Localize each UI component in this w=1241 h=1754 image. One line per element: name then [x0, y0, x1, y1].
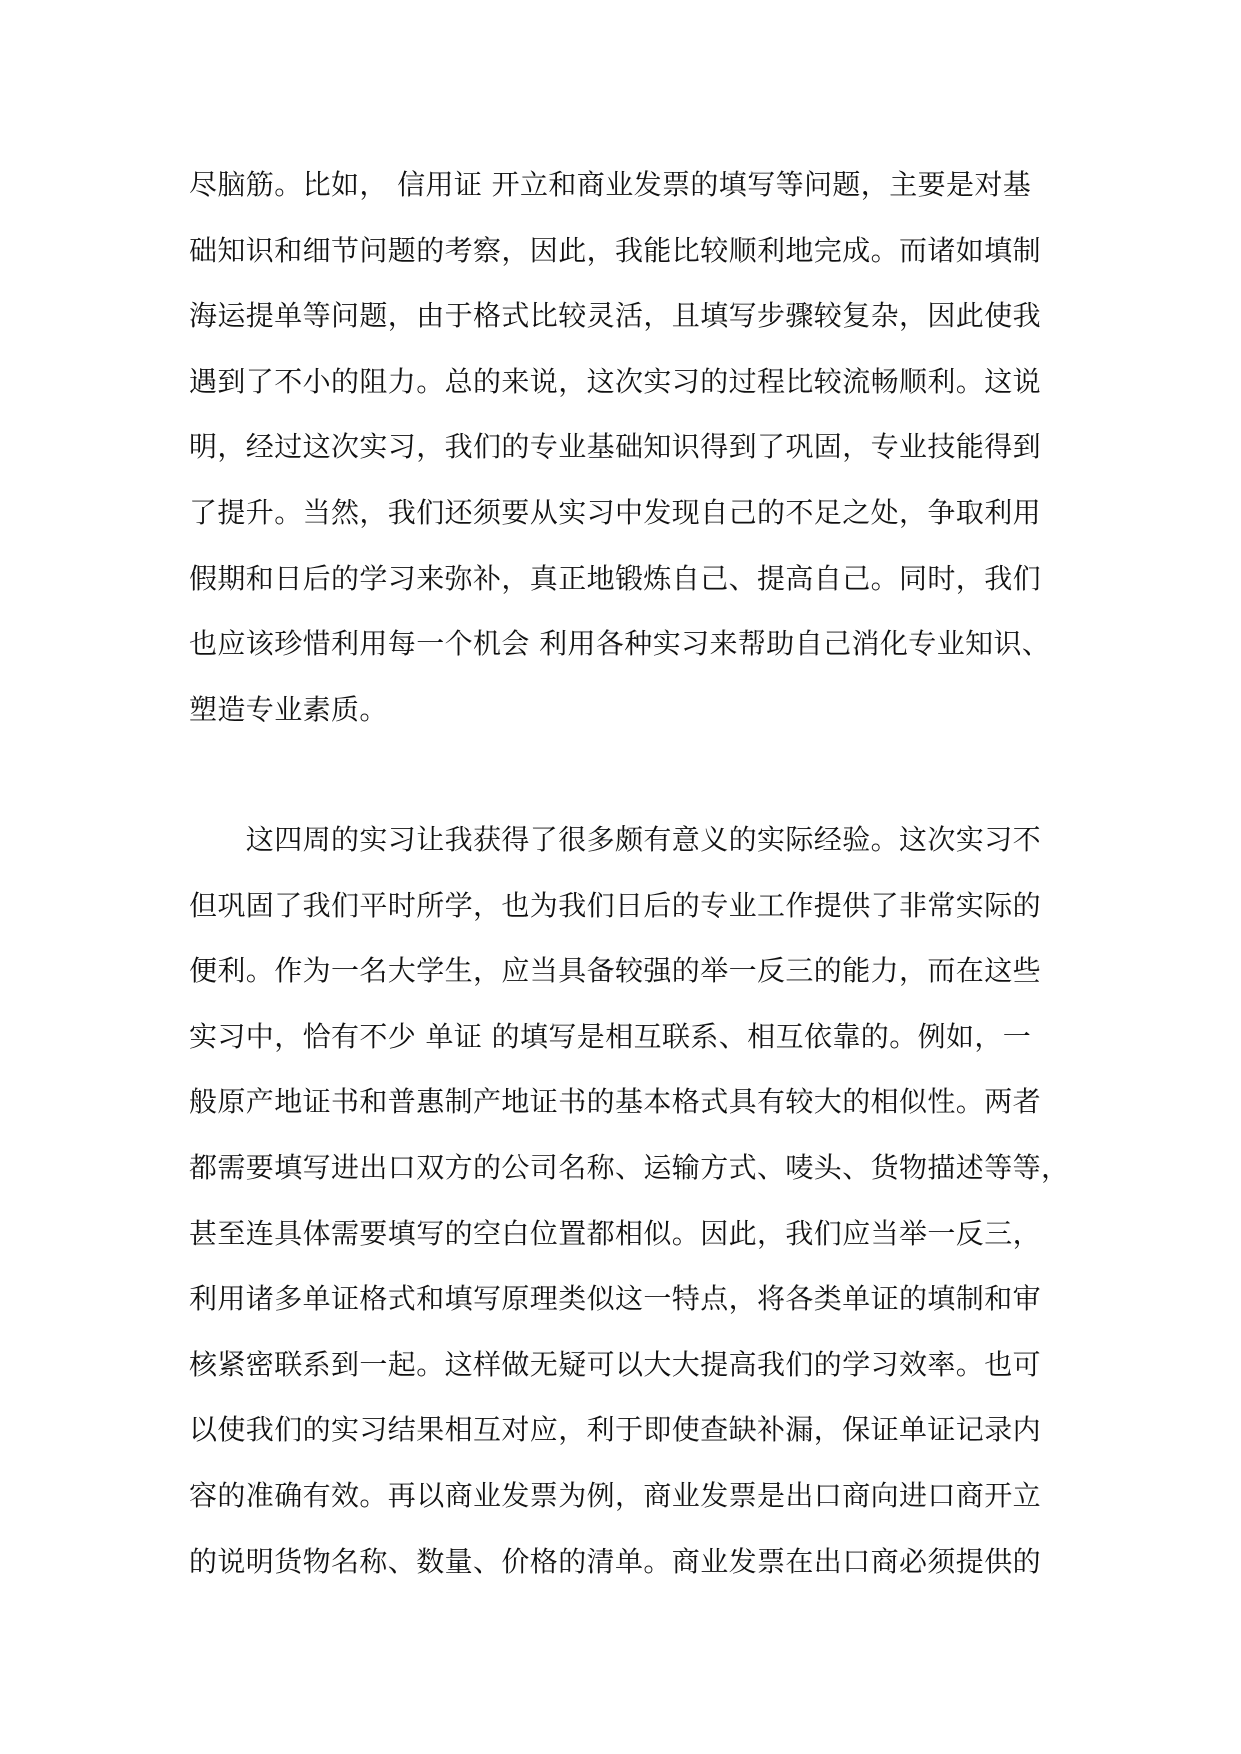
text-line: 了提升。当然，我们还须要从实习中发现自己的不足之处，争取利用 — [189, 495, 1042, 529]
text-line: 便利。作为一名大学生，应当具备较强的举一反三的能力，而在这些 — [189, 954, 1042, 988]
text-line: 假期和日后的学习来弥补，真正地锻炼自己、提高自己。同时，我们 — [189, 561, 1042, 595]
text-line: 以使我们的实习结果相互对应，利于即使查缺补漏，保证单证记录内 — [189, 1413, 1042, 1447]
text-line: 般原产地证书和普惠制产地证书的基本格式具有较大的相似性。两者 — [189, 1085, 1042, 1119]
text-line: 都需要填写进出口双方的公司名称、运输方式、唛头、货物描述等等， — [189, 1150, 1070, 1184]
paragraph-1 — [189, 152, 1069, 742]
text-line: 甚至连具体需要填写的空白位置都相似。因此，我们应当举一反三， — [189, 1216, 1042, 1250]
text-line: 的说明货物名称、数量、价格的清单。商业发票在出口商必须提供的 — [189, 1544, 1042, 1578]
text-line: 遇到了不小的阻力。总的来说，这次实习的过程比较流畅顺利。这说 — [189, 364, 1042, 398]
text-line: 利用诸多单证格式和填写原理类似这一特点，将各类单证的填制和审 — [189, 1282, 1042, 1316]
text-line: 但巩固了我们平时所学，也为我们日后的专业工作提供了非常实际的 — [189, 888, 1042, 922]
text-line: 塑造专业素质。 — [189, 692, 388, 726]
text-line: 明，经过这次实习，我们的专业基础知识得到了巩固，专业技能得到 — [189, 430, 1042, 464]
text-line: 也应该珍惜利用每一个机会 利用各种实习来帮助自己消化专业知识、 — [189, 627, 1051, 661]
text-line: 这四周的实习让我获得了很多颇有意义的实际经验。这次实习不 — [189, 823, 1042, 856]
text-line: 容的准确有效。再以商业发票为例，商业发票是出口商向进口商开立 — [189, 1478, 1042, 1512]
text-line: 实习中，恰有不少 单证 的填写是相互联系、相互依靠的。例如，一 — [189, 1019, 1032, 1053]
text-line: 尽脑筋。比如， 信用证 开立和商业发票的填写等问题，主要是对基 — [189, 168, 1032, 201]
text-line: 海运提单等问题，由于格式比较灵活，且填写步骤较复杂，因此使我 — [189, 299, 1042, 333]
paragraph-2 — [189, 807, 1069, 1594]
text-line: 核紧密联系到一起。这样做无疑可以大大提高我们的学习效率。也可 — [189, 1347, 1042, 1381]
text-line: 础知识和细节问题的考察，因此，我能比较顺利地完成。而诸如填制 — [189, 233, 1042, 267]
